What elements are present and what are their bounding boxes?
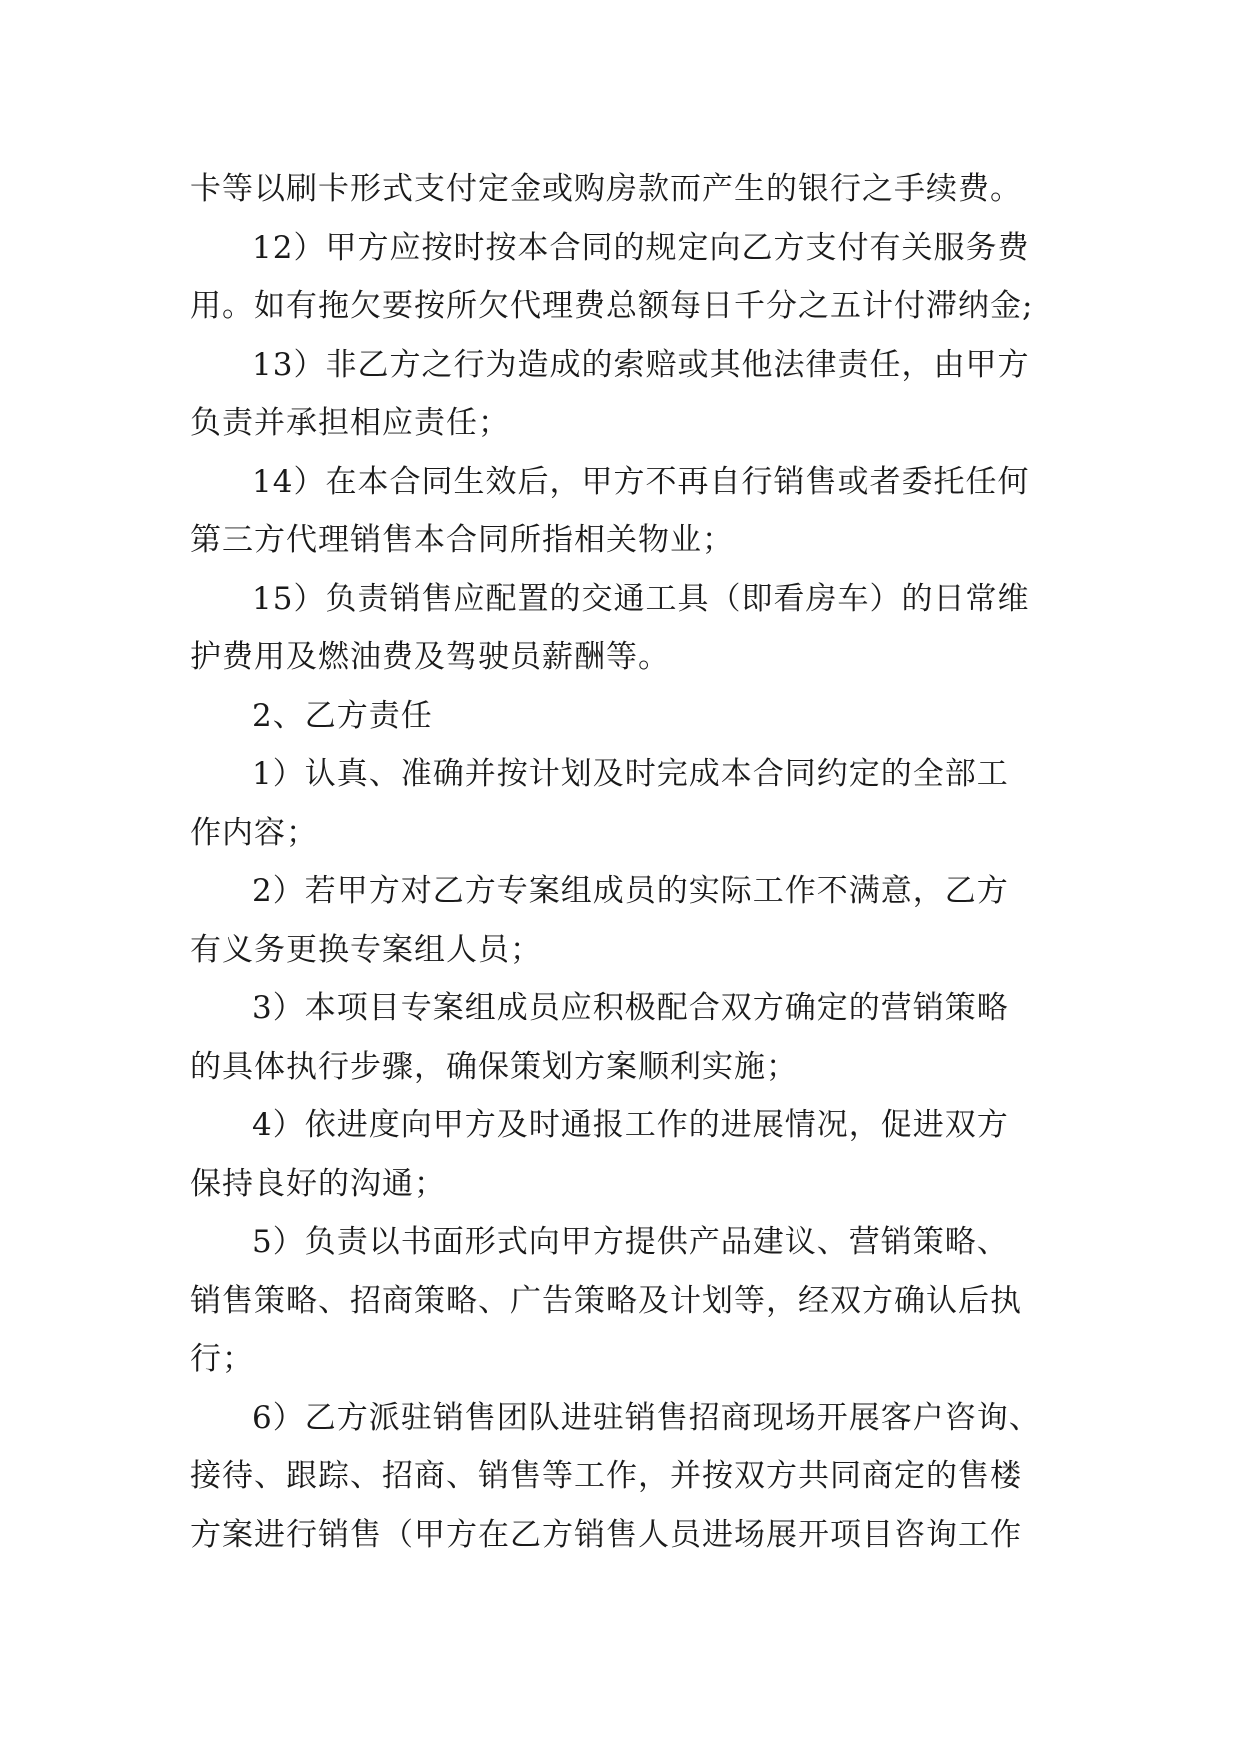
- text-line-16: 的具体执行步骤，确保策划方案顺利实施；: [190, 1048, 798, 1085]
- text-line-22: 6）乙方派驻销售团队进驻销售招商现场开展客户咨询、: [252, 1399, 1041, 1436]
- text-line-24: 方案进行销售（甲方在乙方销售人员进场展开项目咨询工作: [190, 1516, 1022, 1553]
- text-line-7: 第三方代理销售本合同所指相关物业；: [190, 522, 734, 558]
- text-line-3: 用。如有拖欠要按所欠代理费总额每日千分之五计付滞纳金;: [190, 288, 1034, 324]
- text-line-20: 销售策略、招商策略、广告策略及计划等，经双方确认后执: [190, 1282, 1022, 1319]
- text-line-13: 2）若甲方对乙方专案组成员的实际工作不满意，乙方: [252, 873, 1009, 909]
- document-body: [190, 160, 1080, 1564]
- text-line-6: 14）在本合同生效后，甲方不再自行销售或者委托任何: [252, 463, 1030, 500]
- text-line-5: 负责并承担相应责任；: [190, 405, 510, 441]
- text-line-11: 1）认真、准确并按计划及时完成本合同约定的全部工: [252, 756, 1009, 792]
- text-line-18: 保持良好的沟通；: [190, 1165, 446, 1202]
- section-heading: 2、乙方责任: [252, 697, 433, 734]
- text-line-12: 作内容；: [190, 814, 318, 851]
- text-line-9: 护费用及燃油费及驾驶员薪酬等。: [190, 639, 670, 675]
- text-line-19: 5）负责以书面形式向甲方提供产品建议、营销策略、: [252, 1224, 1009, 1260]
- text-line-17: 4）依进度向甲方及时通报工作的进展情况，促进双方: [252, 1107, 1009, 1143]
- text-line-1: 卡等以刷卡形式支付定金或购房款而产生的银行之手续费。: [190, 171, 1022, 207]
- text-line-4: 13）非乙方之行为造成的索赔或其他法律责任，由甲方: [252, 346, 1030, 383]
- text-line-2: 12）甲方应按时按本合同的规定向乙方支付有关服务费: [252, 229, 1030, 266]
- text-line-15: 3）本项目专案组成员应积极配合双方确定的营销策略: [252, 990, 1009, 1026]
- text-line-8: 15）负责销售应配置的交通工具（即看房车）的日常维: [252, 580, 1030, 617]
- text-line-21: 行；: [190, 1341, 254, 1377]
- text-line-23: 接待、跟踪、招商、销售等工作，并按双方共同商定的售楼: [190, 1458, 1022, 1494]
- text-line-14: 有义务更换专案组人员；: [190, 931, 542, 968]
